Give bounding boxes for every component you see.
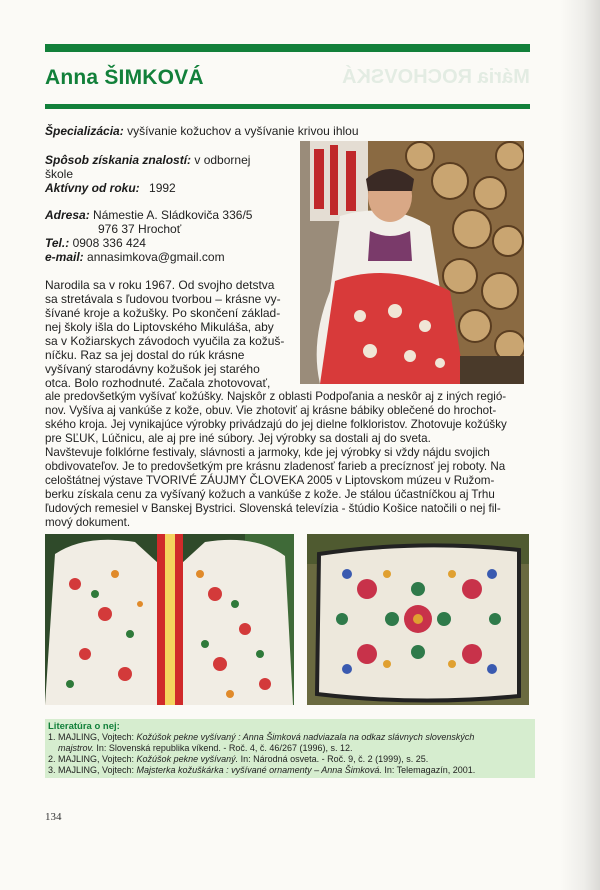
jacket-photo <box>45 534 294 705</box>
bio-line: pre SĽUK, Lúčnicu, ale aj pre iné súbory. Jej výrobky sa dostali aj do sveta. <box>45 432 431 445</box>
active-label: Aktívny od roku: <box>45 181 140 195</box>
lit-2-title: Kožúšok pekne vyšívaný. <box>136 754 239 764</box>
knowledge-row <box>45 153 295 195</box>
bio-line: berku získala cenu za vyšívaný kožuch a vankúše z kože. Je stálou účastníčkou aj Trhu <box>45 488 495 501</box>
specialization-row <box>45 124 535 138</box>
lit-3-prefix: 3. MAJLING, Vojtech: <box>48 765 137 775</box>
literature-item-1-cont <box>48 743 531 754</box>
literature-title: Literatúra o nej: <box>48 721 120 732</box>
bio-line: mový dokument. <box>45 516 131 529</box>
specialization-label: Špecializácia: <box>45 124 124 138</box>
lit-2-prefix: 2. MAJLING, Vojtech: <box>48 754 137 764</box>
bio-line: Narodila sa v roku 1967. Od svojho detstva <box>45 278 275 292</box>
page-title: Anna ŠIMKOVÁ <box>45 66 204 89</box>
knowledge-value: v odbornej <box>194 153 251 167</box>
bio-line: celoštátnej výstave TVORIVÉ ZÁUJMY ČLOVEKA 2005 v Liptovskom múzeu v Ružom- <box>45 474 495 487</box>
lit-1-title: Kožúšok pekne vyšívaný : Anna Šimková nadviazala na odkaz slávnych slovenských <box>136 732 475 742</box>
phone-label: Tel.: <box>45 236 70 250</box>
bio-line: nov. Vyšíva aj vankúše z kože, obuv. Vie zhotoviť aj krásne bábiky oblečené do hrochot- <box>45 404 497 417</box>
bio-line: sa stretávala s ľudovou tvorbou – krásne vy- <box>45 292 281 306</box>
bio-line: ľudových remesiel v Banskej Bystrici. Slovenská televízia - štúdio Košice natočili o nej fil- <box>45 502 501 515</box>
contact-block <box>45 208 295 264</box>
portrait-photo <box>300 141 524 384</box>
address-label: Adresa: <box>45 208 90 222</box>
page-edge-shadow <box>560 0 600 890</box>
lit-3-source: In: Telemagazín, 2001. <box>381 765 476 775</box>
phone-value: 0908 336 424 <box>72 236 146 250</box>
bio-line: nej školy išla do Liptovského Mikuláša, aby <box>45 320 274 334</box>
active-value: 1992 <box>149 181 176 195</box>
bio-line: ského kroja. Jej vynikajúce výrobky privádzajú do jej dielne folkloristov. Zhotovuje kožúšky <box>45 418 507 431</box>
literature-item-2 <box>48 754 531 765</box>
lit-1-prefix: 1. MAJLING, Vojtech: <box>48 732 137 742</box>
bio-line: vyšívaný starodávny kožušok jej starého <box>45 362 260 376</box>
address-line2: 976 37 Hrochoť <box>98 222 182 236</box>
address-line1: Námestie A. Sládkoviča 336/5 <box>93 208 253 222</box>
literature-item-3 <box>48 765 531 776</box>
knowledge-value-cont: škole <box>45 167 74 181</box>
specialization-value: vyšívanie kožuchov a vyšívanie krivou ihlou <box>127 124 359 138</box>
lit-1-source: In: Slovenská republika víkend. - Roč. 4, č. 46/267 (1996), s. 12. <box>93 743 353 753</box>
top-rule <box>45 44 530 52</box>
biography-narrow <box>45 278 295 390</box>
bio-line: sa v Kožiarskych závodoch vyučila za kožuš- <box>45 334 285 348</box>
lit-2-source: In: Národná osveta. - Roč. 9, č. 2 (1999), s. 25. <box>238 754 429 764</box>
literature-item-1 <box>48 732 531 743</box>
bio-line: ale predovšetkým vyšívať kožúšky. Najskôr z oblasti Podpoľania a neskôr aj z iných regió- <box>45 390 507 403</box>
page-number: 134 <box>45 811 62 823</box>
email-value[interactable]: annasimkova@gmail.com <box>87 250 225 264</box>
lit-1-title-cont: majstrov. <box>58 743 94 753</box>
bleed-title: Mária ROCHOVSKÁ <box>342 66 530 88</box>
knowledge-label: Spôsob získania znalostí: <box>45 153 192 167</box>
bio-line: šívané kroje a kožušky. Po skončení základ- <box>45 306 281 320</box>
bio-line: Navštevuje folklórne festivaly, slávnosti a jarmoky, kde jej výrobky si vždy nájdu svojich <box>45 446 490 459</box>
bio-line: níčku. Raz sa jej dostal do rúk krásne <box>45 348 245 362</box>
literature-box <box>45 719 535 778</box>
bio-line: obdivovateľov. Je to predovšetkým pre krásnu zladenosť farieb a precíznosť jej roboty. Na <box>45 460 506 473</box>
pillow-photo <box>307 534 529 705</box>
email-label: e-mail: <box>45 250 84 264</box>
biography-wide <box>45 390 533 530</box>
bio-line: otca. Bolo rozhodnuté. Začala zhotovovať, <box>45 376 271 390</box>
title-underline <box>45 104 530 109</box>
lit-3-title: Majsterka kožuškárka : vyšívané ornamenty – Anna Šimková. <box>136 765 382 775</box>
